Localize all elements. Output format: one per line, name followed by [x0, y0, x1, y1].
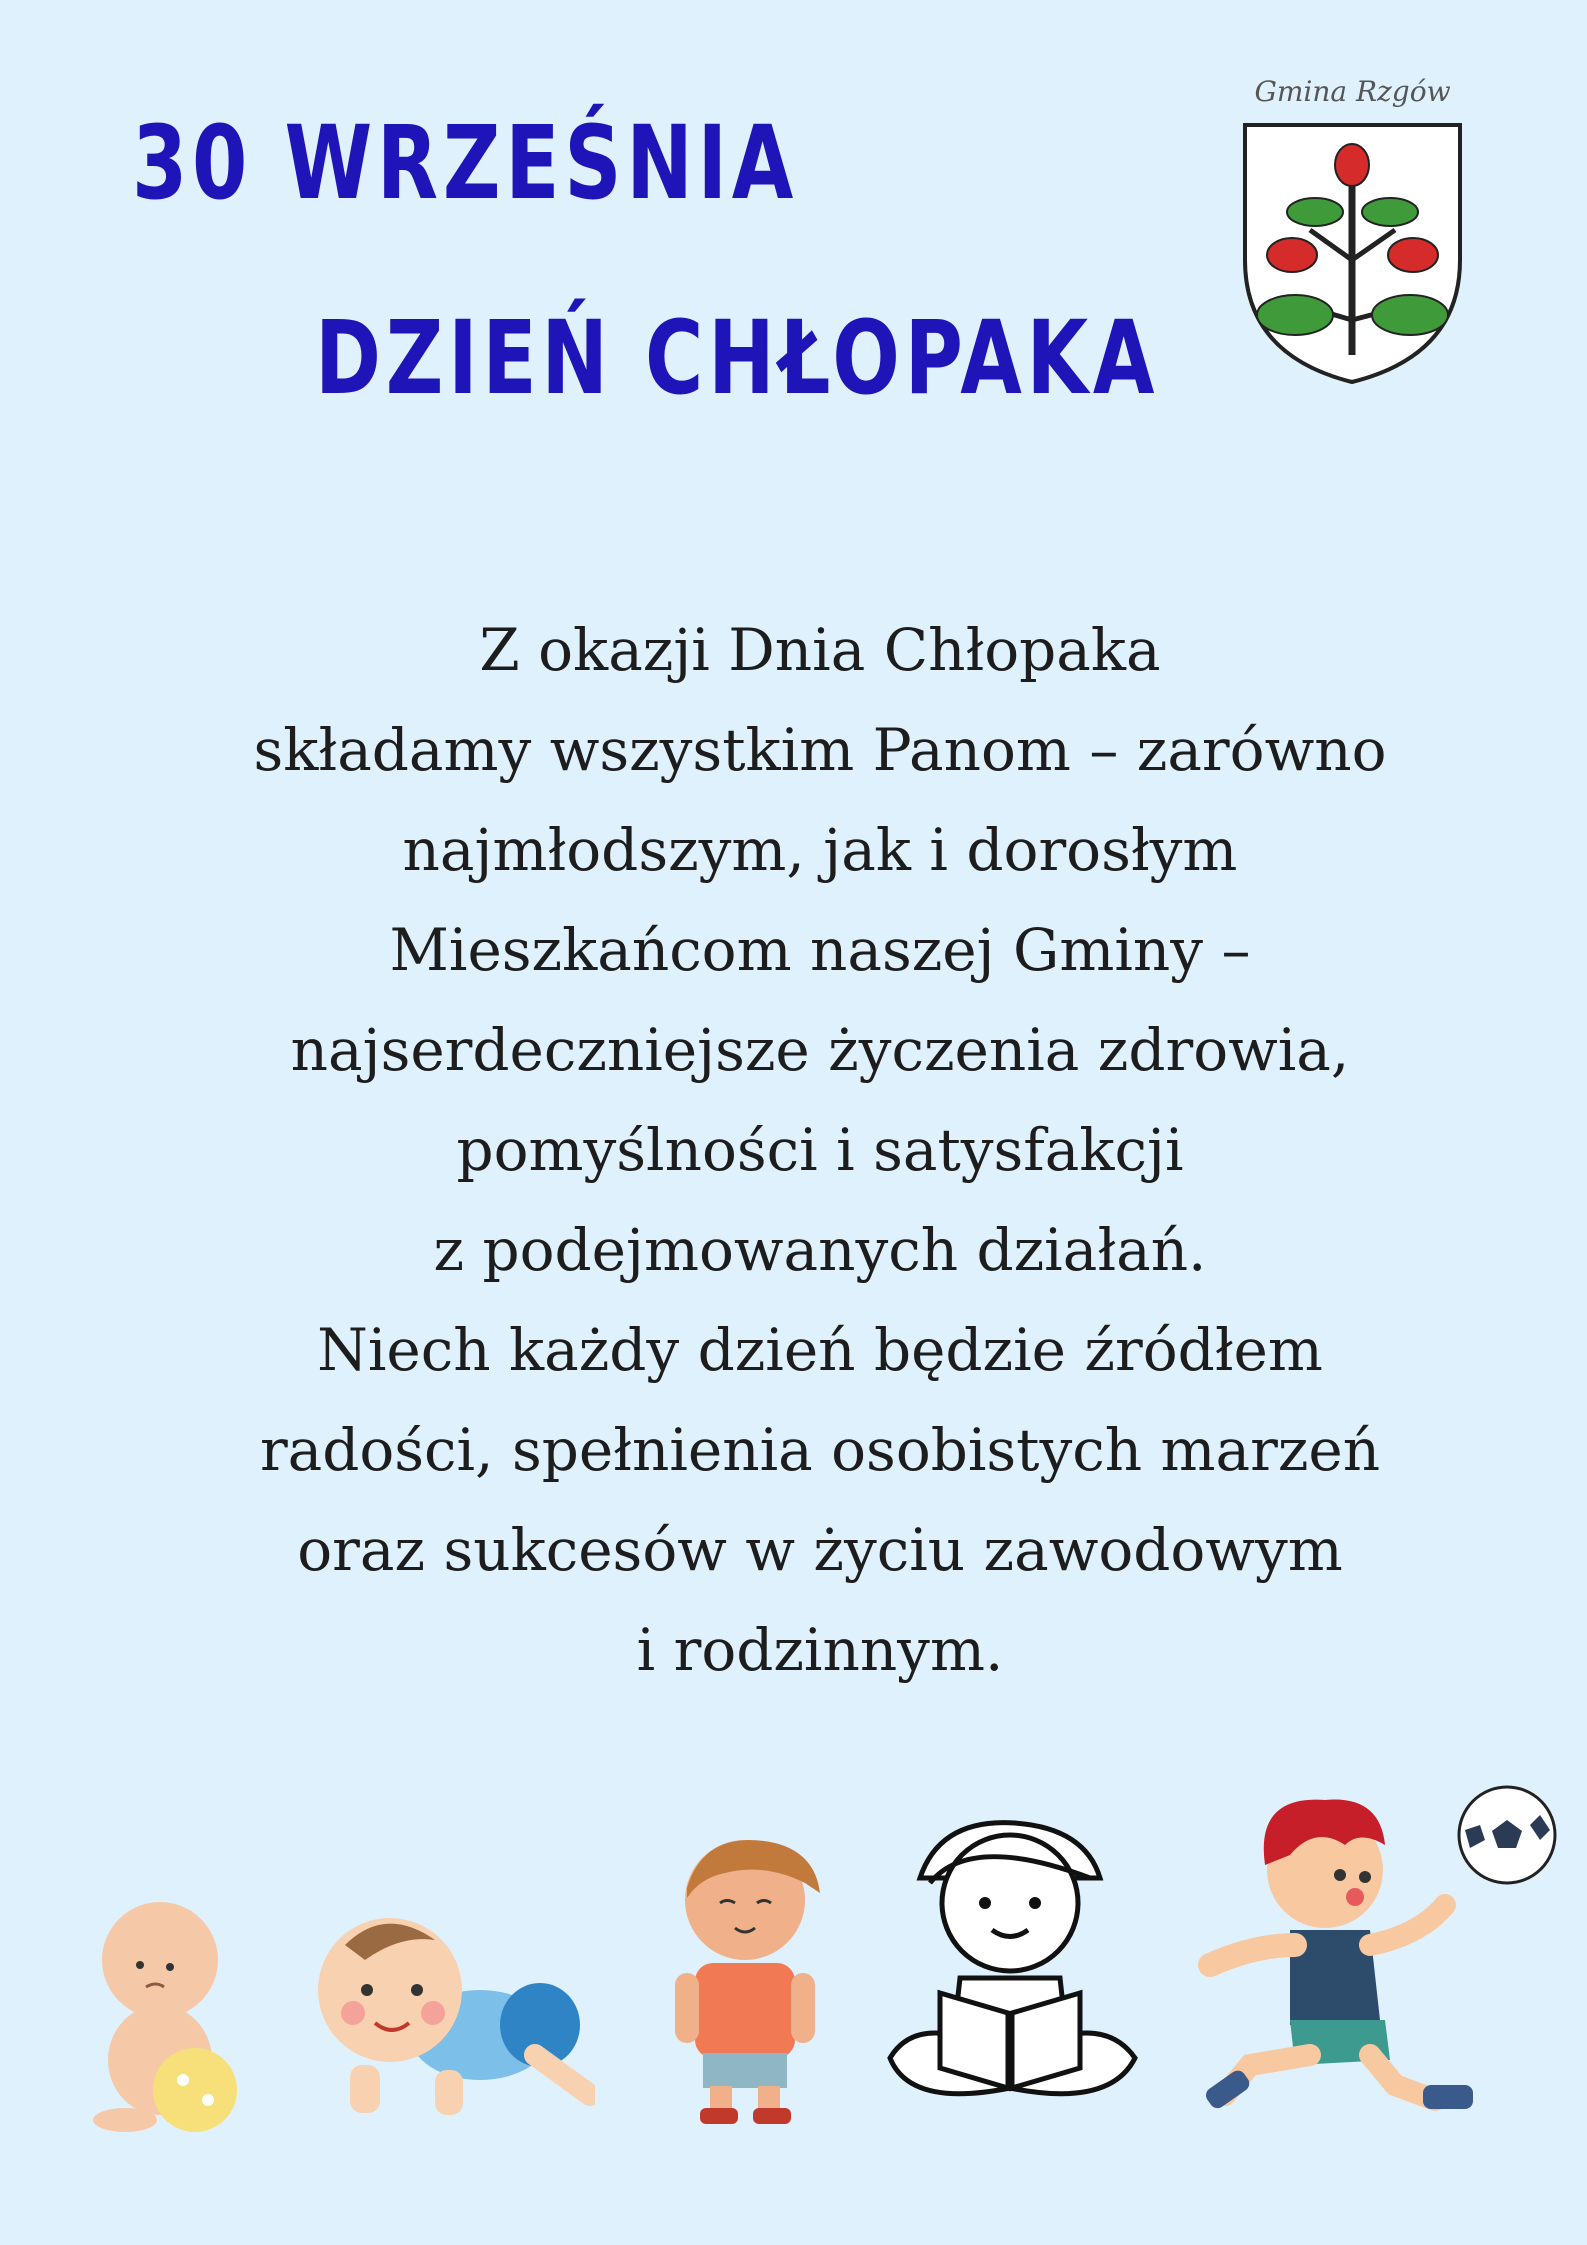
logo-text: Gmina Rzgów	[1254, 75, 1451, 108]
wishes-line: oraz sukcesów w życiu zawodowym	[297, 1516, 1343, 1584]
wishes-line: z podejmowanych działań.	[433, 1216, 1207, 1284]
wishes-line: pomyślności i satysfakcji	[456, 1116, 1184, 1184]
title-line-1: 30 WRZEŚNIA	[132, 104, 799, 223]
wishes-line: radości, spełnienia osobistych marzeń	[259, 1416, 1381, 1484]
standing-boy-icon	[665, 1828, 845, 2128]
coat-of-arms-rosehip-icon	[1240, 120, 1465, 385]
sitting-baby-icon	[80, 1895, 250, 2135]
gmina-logo	[1230, 75, 1475, 395]
wishes-line: najserdeczniejsze życzenia zdrowia,	[290, 1016, 1350, 1084]
wishes-line: i rodzinnym.	[636, 1616, 1004, 1684]
wishes-line: składamy wszystkim Panom – zarówno	[253, 716, 1387, 784]
wishes-text	[100, 600, 1540, 1700]
running-boy-with-ball-icon	[1195, 1785, 1565, 2115]
wishes-line: Z okazji Dnia Chłopaka	[479, 616, 1161, 684]
wishes-line: Mieszkańcom naszej Gminy –	[389, 916, 1251, 984]
wishes-line: najmłodszym, jak i dorosłym	[402, 816, 1238, 884]
wishes-line: Niech każdy dzień będzie źródłem	[317, 1316, 1323, 1384]
title-line-2: DZIEŃ CHŁOPAKA	[315, 299, 1160, 418]
crawling-baby-icon	[305, 1905, 595, 2125]
reading-boy-icon	[880, 1818, 1150, 2118]
